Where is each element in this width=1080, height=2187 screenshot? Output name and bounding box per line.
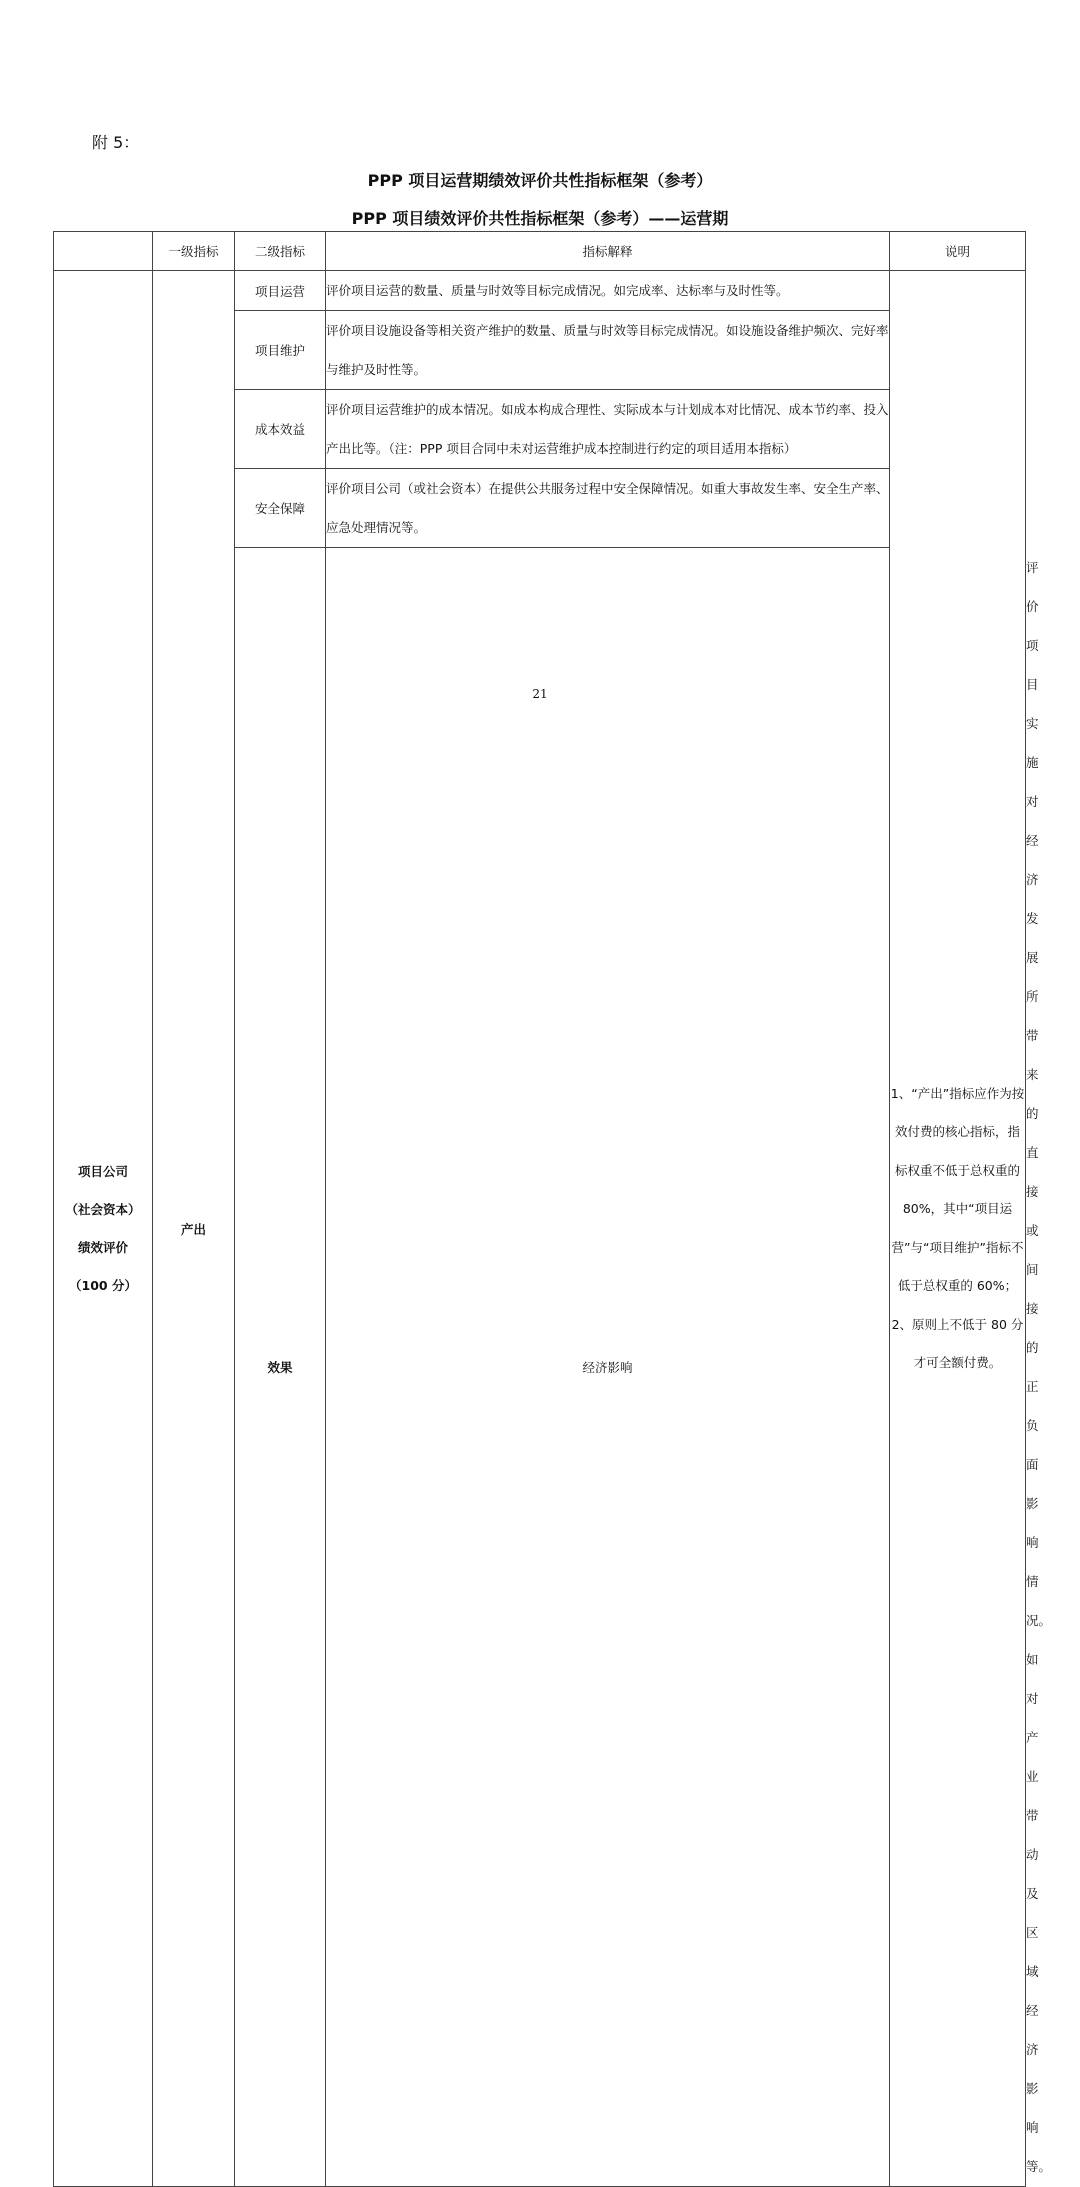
group-line: （社会资本） — [65, 1201, 141, 1217]
table-title: PPP 项目绩效评价共性指标框架（参考）——运营期 — [351, 209, 729, 228]
header-explanation: 指标解释 — [326, 232, 890, 271]
document-title: PPP 项目运营期绩效评价共性指标框架（参考） — [367, 171, 713, 190]
explanation-cell: 评价项目运营的数量、质量与时效等目标完成情况。如完成率、达标率与及时性等。 — [326, 271, 890, 311]
level2-cell: 成本效益 — [235, 390, 326, 469]
header-notes: 说明 — [890, 232, 1026, 271]
header-level2: 二级指标 — [235, 232, 326, 271]
header-level1: 一级指标 — [153, 232, 235, 271]
level1-effect: 效果 — [235, 548, 326, 2187]
notes-cell: 1、“产出”指标应作为按效付费的核心指标，指标权重不低于总权重的 80%，其中“项目运营”与“项目维护”指标不低于总权重的 60%；2、原则上不低于 80 分才可全额付费。 — [890, 271, 1026, 2187]
table-header-row — [54, 232, 1026, 271]
level1-output: 产出 — [153, 271, 235, 2187]
level2-cell: 项目维护 — [235, 311, 326, 390]
table-row — [54, 271, 1026, 311]
annex-label: 附 5： — [92, 133, 140, 152]
header-blank — [54, 232, 153, 271]
explanation-cell: 评价项目公司（或社会资本）在提供公共服务过程中安全保障情况。如重大事故发生率、安全生产率、应急处理情况等。 — [326, 469, 890, 548]
level2-cell: 经济影响 — [326, 548, 890, 2187]
indicator-table — [53, 231, 1052, 2187]
group-line: （100 分） — [69, 1277, 137, 1293]
evaluation-subject-cell — [54, 271, 153, 2187]
group-line: 项目公司 — [77, 1163, 128, 1179]
page-number: 21 — [532, 687, 548, 701]
explanation-cell: 评价项目设施设备等相关资产维护的数量、质量与时效等目标完成情况。如设施设备维护频次、完好率与维护及时性等。 — [326, 311, 890, 390]
level2-cell: 安全保障 — [235, 469, 326, 548]
group-line: 绩效评价 — [77, 1239, 128, 1255]
level2-cell: 项目运营 — [235, 271, 326, 311]
explanation-cell: 评价项目运营维护的成本情况。如成本构成合理性、实际成本与计划成本对比情况、成本节约率、投入产出比等。（注：PPP 项目合同中未对运营维护成本控制进行约定的项目适用本指标） — [326, 390, 890, 469]
table-row: 效果 经济影响 评价项目实施对经济发展所带来的直接或间接的正负面影响情况。如对产业带动及区域经济影响等。 — [54, 548, 1026, 2187]
